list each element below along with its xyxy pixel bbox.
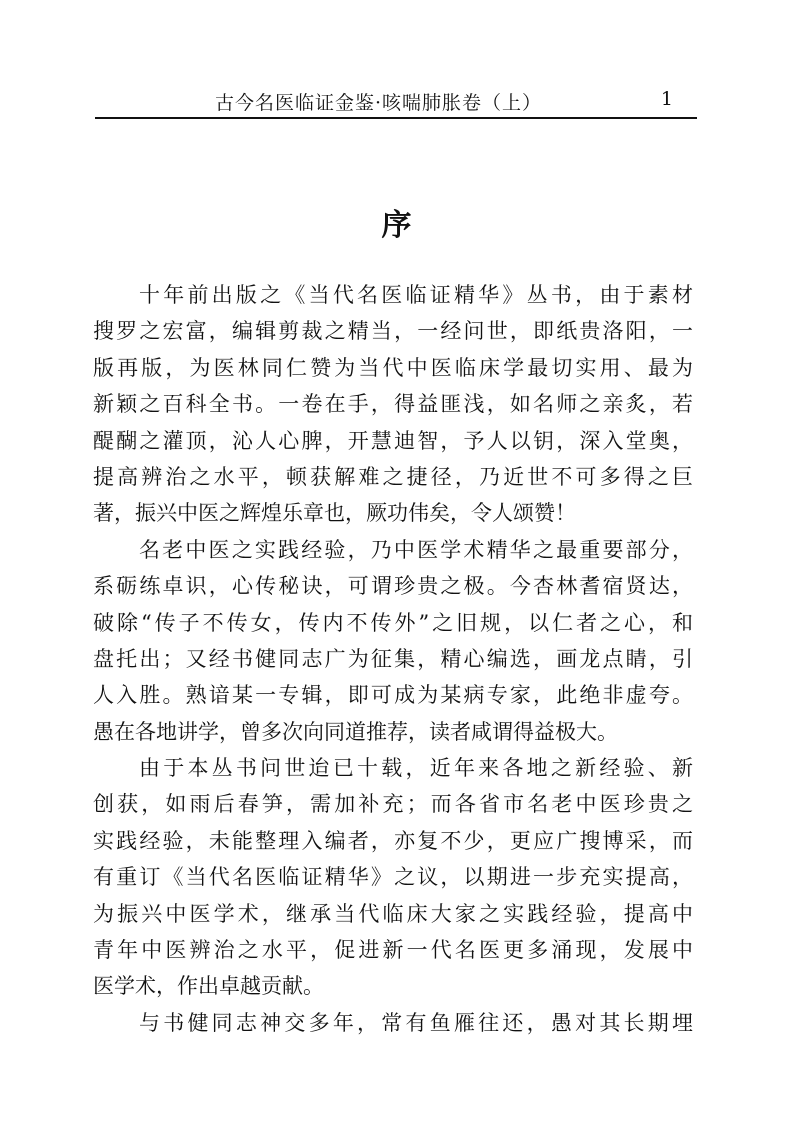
paragraph-3-line: 由于本丛书问世迨已十载，近年来各地之新经验、新 [139, 756, 693, 781]
paragraph-1-line: 搜罗之宏富，编辑剪裁之精当，一经问世，即纸贵洛阳，一 [93, 319, 693, 344]
paragraph-1-line: 提高辨治之水平，顿获解难之捷径，乃近世不可多得之巨 [93, 464, 693, 489]
paragraph-1-line: 新颖之百科全书。一卷在手，得益匪浅，如名师之亲炙，若 [93, 392, 693, 417]
paragraph-3-line: 创获，如雨后春笋，需加补充；而各省市名老中医珍贵之 [93, 792, 693, 817]
paragraph-2-line: 愚在各地讲学，曾多次向同道推荐，读者咸谓得益极大。 [93, 719, 618, 744]
paragraph-2-line: 系砺练卓识，心传秘诀，可谓珍贵之极。今杏林耆宿贤达， [93, 574, 693, 599]
running-header-title: 古今名医临证金鉴·咳喘肺胀卷（上） [215, 92, 543, 114]
body-text [93, 277, 693, 1041]
paragraph-3-line: 为振兴中医学术，继承当代临床大家之实践经验，提高中 [93, 901, 693, 926]
paragraph-4-line: 与书健同志神交多年，常有鱼雁往还，愚对其长期埋 [139, 1010, 693, 1035]
header-rule [95, 117, 697, 119]
paragraph-2-line: 人入胜。熟谙某一专辑，即可成为某病专家，此绝非虚夸。 [93, 683, 693, 708]
paragraph-2-line: 破除“传子不传女，传内不传外”之旧规，以仁者之心，和 [93, 610, 693, 635]
paragraph-1-line: 著，振兴中医之辉煌乐章也，厥功伟矣，令人颂赞！ [93, 501, 576, 526]
paragraph-3-line: 医学术，作出卓越贡献。 [93, 974, 324, 999]
paragraph-1-line: 版再版，为医林同仁赞为当代中医临床学最切实用、最为 [93, 355, 693, 380]
paragraph-3-line: 实践经验，未能整理入编者，亦复不少，更应广搜博采，而 [93, 828, 693, 853]
paragraph-1-line: 十年前出版之《当代名医临证精华》丛书，由于素材 [139, 283, 693, 307]
running-header [95, 86, 695, 116]
paragraph-2-line: 名老中医之实践经验，乃中医学术精华之最重要部分， [139, 537, 693, 562]
section-title: 序 [381, 208, 412, 243]
paragraph-3-line: 有重订《当代名医临证精华》之议，以期进一步充实提高， [93, 865, 693, 890]
page-number: 1 [660, 88, 673, 110]
paragraph-2-line: 盘托出；又经书健同志广为征集，精心编选，画龙点睛，引 [93, 646, 693, 671]
paragraph-3-line: 青年中医辨治之水平，促进新一代名医更多涌现，发展中 [93, 938, 693, 963]
paragraph-1-line: 醍醐之灌顶，沁人心脾，开慧迪智，予人以钥，深入堂奥， [93, 428, 693, 453]
